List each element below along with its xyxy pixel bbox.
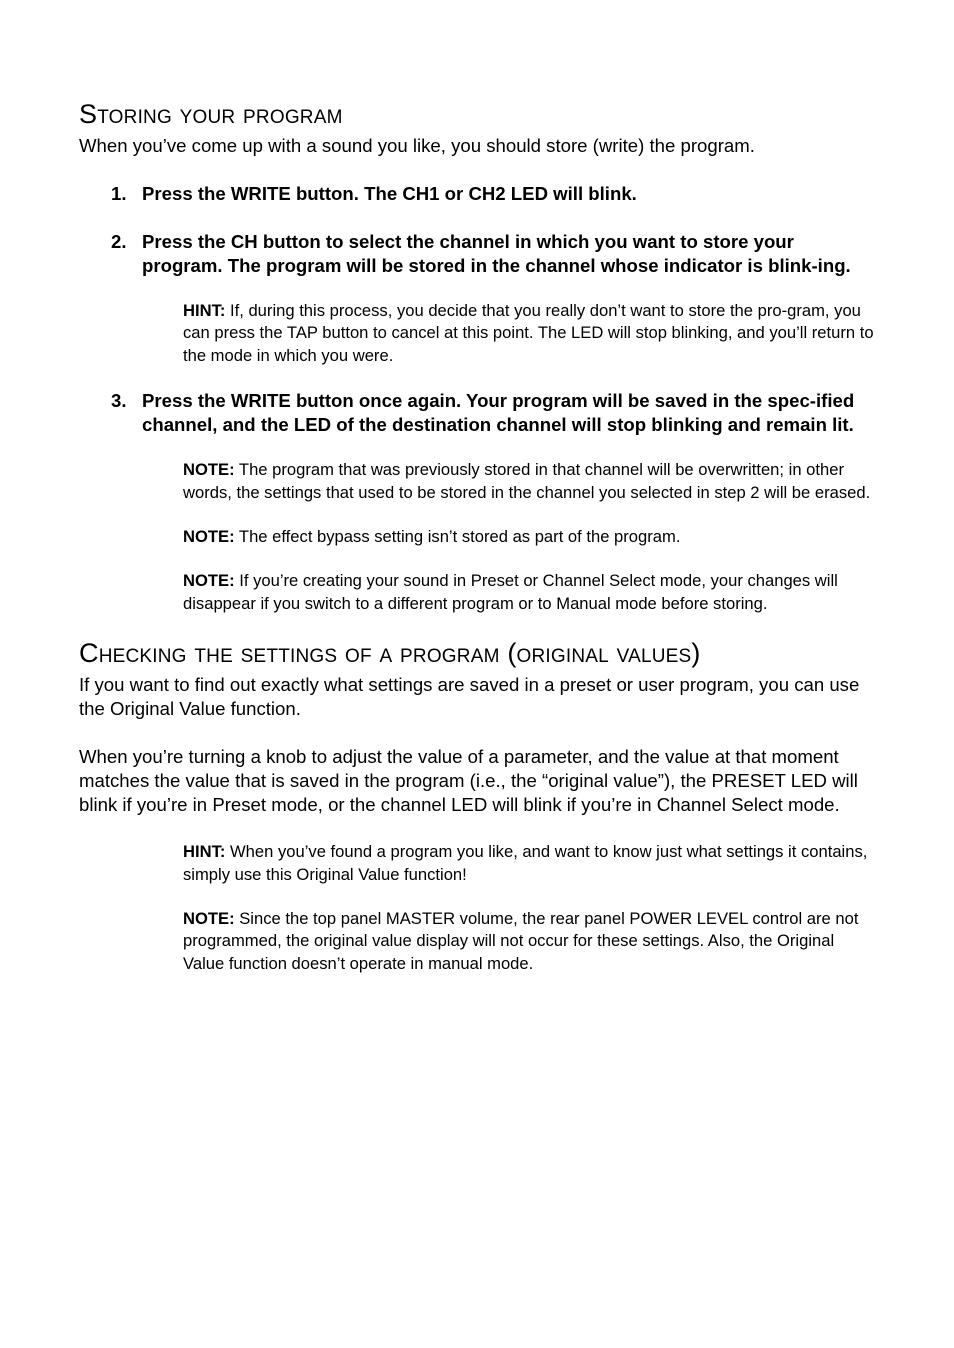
note-block — [183, 570, 879, 615]
hint-block — [183, 300, 879, 367]
hint-label: HINT: — [183, 301, 226, 320]
note-text: Since the top panel MASTER volume, the rear panel POWER LEVEL control are not programmed, the original value display will not occur for these settings. Also, the Original Value function doesn’t operate in manual mode. — [183, 909, 859, 973]
step-number: 3. — [111, 390, 127, 412]
note-text: The effect bypass setting isn’t stored as part of the program. — [234, 527, 681, 547]
step-text: Press the CH button to select the channel in which you want to store your program. The program will be stored in the channel whose indicator is blink-ing. — [142, 231, 851, 276]
step-text: Press the WRITE button once again. Your program will be saved in the spec-ified channel, and the LED of the destination channel will stop blinking and remain lit. — [142, 390, 855, 436]
note-block — [183, 526, 879, 548]
steps-list — [79, 230, 879, 278]
paragraph-knob: When you’re turning a knob to adjust the value of a parameter, and the value at that moment matches the value that is saved in the program (i.e., the “original value”), the PRESET LED will blink if you’re in Preset mode, or the channel LED will blink if you’re in Channel Select mode. — [79, 746, 858, 816]
paragraph-original-value: If you want to find out exactly what settings are saved in a preset or user program, you can use the Original Value function. — [79, 674, 860, 720]
note-label: NOTE: — [183, 909, 235, 929]
step-number: 2. — [111, 231, 127, 252]
note-block — [183, 459, 879, 504]
note-label: NOTE: — [183, 571, 235, 591]
section-heading-storing: Storing your program — [79, 99, 343, 129]
note-label: NOTE: — [183, 527, 235, 547]
hint-label: HINT: — [183, 842, 226, 862]
note-label: NOTE: — [183, 460, 235, 480]
note-text: If you’re creating your sound in Preset or Channel Select mode, your changes will disappear if you switch to a different program or to Manual mode before storing. — [183, 571, 838, 613]
note-block — [183, 908, 879, 975]
section-heading-checking: Checking the settings of a program (original values) — [79, 638, 701, 669]
step-item — [111, 389, 879, 437]
note-text: The program that was previously stored in that channel will be overwritten; in other words, the settings that used to be stored in the channel you selected in step 2 will be erased. — [183, 460, 871, 502]
step-number: 1. — [111, 183, 127, 204]
step-item — [111, 230, 879, 278]
steps-list — [79, 389, 879, 437]
document-page — [79, 98, 879, 975]
step-text: Press the WRITE button. The CH1 or CH2 LED will blink. — [142, 183, 637, 204]
hint-block — [183, 841, 879, 886]
hint-text: If, during this process, you decide that you really don’t want to store the pro-gram, you can press the TAP button to cancel at this point. The LED will stop blinking, and you’ll return to the mode in which you were. — [183, 301, 874, 365]
intro-paragraph: When you’ve come up with a sound you like, you should store (write) the program. — [79, 135, 755, 156]
steps-list — [79, 182, 879, 206]
step-item — [111, 182, 879, 206]
hint-text: When you’ve found a program you like, and want to know just what settings it contains, simply use this Original Value function! — [183, 842, 868, 884]
